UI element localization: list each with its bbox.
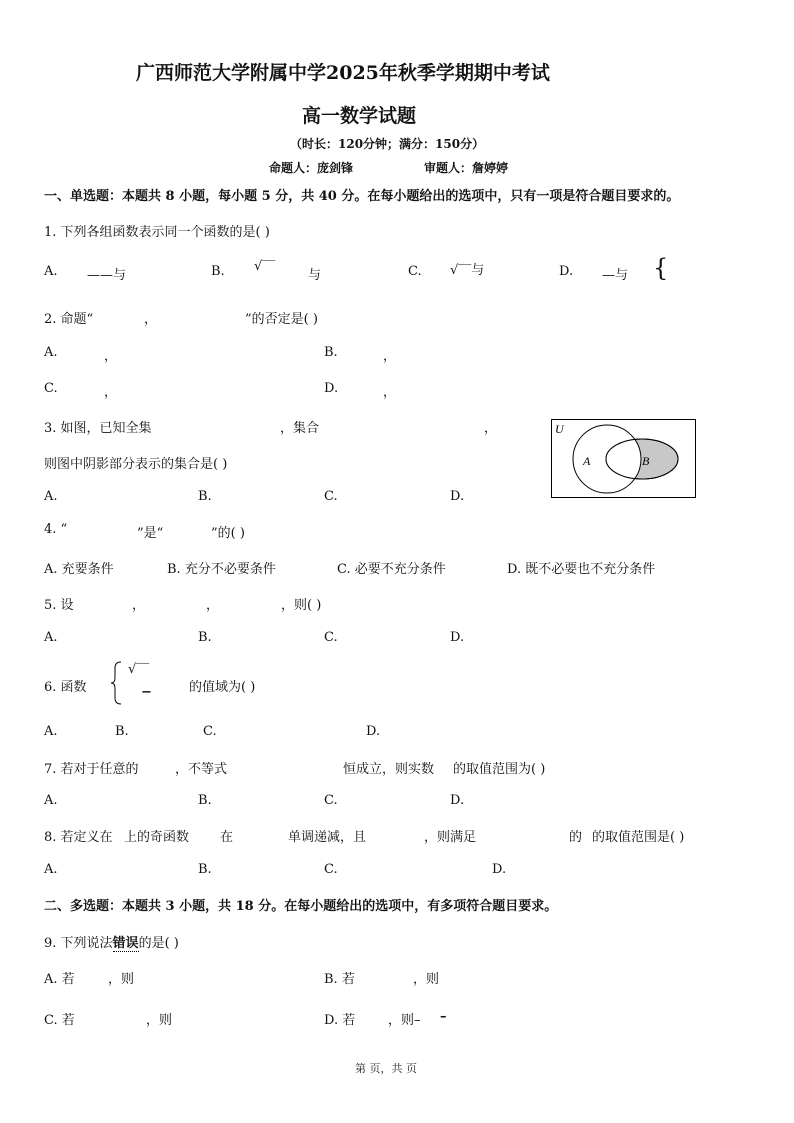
venn-b-label: B [642, 454, 650, 468]
q6-piecewise-brace [110, 660, 124, 706]
q6-option-d: D. [366, 724, 381, 739]
q9-option-d-then: ，则– [388, 1013, 421, 1028]
q8-stem-a: 8. 若定义在 [44, 830, 113, 845]
q1-stem: 1. 下列各组函数表示同一个函数的是( ) [44, 225, 270, 240]
q9-option-c-then: ，则 [146, 1013, 173, 1028]
q1-option-b-sqrt: √‾‾ [254, 259, 276, 274]
q6-stem-b: 的值域为( ) [189, 680, 256, 695]
q9-stem-a: 9. 下列说法 [44, 936, 113, 951]
q8-stem-b: 上的奇函数 [124, 830, 190, 845]
exam-info: （时长：120分钟；满分：150分） [290, 137, 485, 151]
q5-option-b: B. [198, 630, 212, 645]
q1-option-d-text: —与 [602, 268, 629, 283]
venn-u-label: U [555, 422, 564, 436]
q2-stem-comma: ， [144, 312, 158, 327]
q8-option-b: B. [198, 862, 212, 877]
question-reviewer: 审题人：詹婷婷 [424, 161, 509, 175]
q3-stem-b: ，集合 [280, 421, 320, 436]
q1-option-d: D. [559, 264, 574, 279]
q8-stem-g: 的取值范围是( ) [592, 830, 685, 845]
section2-heading: 二、多选题：本题共 3 小题，共 18 分。在每小题给出的选项中，有多项符合题目要求。 [44, 899, 558, 914]
q2-stem-open: 2. 命题“ [44, 312, 94, 327]
q2-option-d-comma: ， [383, 385, 397, 400]
q9-stem-emphasis: 错误 [112, 936, 139, 951]
q3-option-d: D. [450, 489, 465, 504]
q7-option-c: C. [324, 793, 338, 808]
section1-heading: 一、单选题：本题共 8 小题，每小题 5 分，共 40 分。在每小题给出的选项中，只有一项是符合题目要求的。 [44, 189, 680, 204]
q8-stem-f: 的 [569, 830, 583, 845]
q7-stem-a: 7. 若对于任意的 [44, 762, 139, 777]
q4-stem-b: ”是“ [137, 526, 164, 541]
q3-stem-2: 则图中阴影部分表示的集合是( ) [44, 457, 228, 472]
q6-option-a: A. [44, 724, 58, 739]
q3-stem-c: ， [484, 421, 498, 436]
q6-frac: − [141, 685, 152, 700]
q4-stem-c: ”的( ) [211, 526, 245, 541]
q2-option-b: B. [324, 345, 338, 360]
q6-sqrt: √‾‾ [128, 662, 150, 677]
q2-option-d: D. [324, 381, 339, 396]
q1-option-b: B. [211, 264, 225, 279]
q1-option-d-brace: { [653, 254, 669, 282]
q9-option-d: D. 若 [324, 1013, 356, 1028]
q8-option-d: D. [492, 862, 507, 877]
q5-option-c: C. [324, 630, 338, 645]
q9-option-c: C. 若 [44, 1013, 75, 1028]
q5-stem-c: ， [206, 598, 220, 613]
question-setter: 命题人：庞剑锋 [269, 161, 354, 175]
q3-option-a: A. [44, 489, 58, 504]
q9-option-a-then: ，则 [108, 972, 135, 987]
q7-stem-b: ，不等式 [175, 762, 228, 777]
q3-option-c: C. [324, 489, 338, 504]
q2-option-c: C. [44, 381, 58, 396]
q5-stem-b: ， [132, 598, 146, 613]
q2-option-c-comma: ， [104, 385, 118, 400]
q2-stem-close: ”的否定是( ) [245, 312, 318, 327]
q5-option-d: D. [450, 630, 465, 645]
q6-option-b: B. [115, 724, 129, 739]
q7-option-d: D. [450, 793, 465, 808]
q5-option-a: A. [44, 630, 58, 645]
q7-option-b: B. [198, 793, 212, 808]
q9-stem [44, 932, 179, 951]
q9-option-d-tail: – [440, 1009, 447, 1024]
q2-option-a-comma: ， [104, 349, 118, 364]
q8-stem-e: ，则满足 [424, 830, 477, 845]
venn-diagram [551, 419, 696, 498]
q9-option-a: A. 若 [44, 972, 75, 987]
q2-option-b-comma: ， [383, 349, 397, 364]
page-footer: 第 页，共 页 [355, 1062, 417, 1075]
exam-subtitle: 高一数学试题 [302, 105, 417, 127]
q7-stem-d: 的取值范围为( ) [453, 762, 546, 777]
q9-option-b-then: ，则 [413, 972, 440, 987]
venn-a-label: A [583, 454, 591, 468]
q1-option-b-text: 与 [308, 268, 322, 283]
q7-option-a: A. [44, 793, 58, 808]
q1-option-c: C. [408, 264, 422, 279]
q4-stem-a: 4. “ [44, 522, 68, 537]
q4-option-c: C. 必要不充分条件 [337, 562, 446, 577]
q4-option-a: A. 充要条件 [44, 562, 114, 577]
q8-stem-c: 在 [220, 830, 234, 845]
q2-option-a: A. [44, 345, 58, 360]
q5-stem-a: 5. 设 [44, 598, 74, 613]
q5-stem-d: ，则( ) [281, 598, 322, 613]
q3-option-b: B. [198, 489, 212, 504]
q6-option-c: C. [203, 724, 217, 739]
q1-option-c-sqrt: √‾‾与 [450, 263, 485, 278]
q4-option-d: D. 既不必要也不充分条件 [507, 562, 656, 577]
q9-option-b: B. 若 [324, 972, 355, 987]
q7-stem-c: 恒成立，则实数 [343, 762, 435, 777]
q3-stem-a: 3. 如图，已知全集 [44, 421, 152, 436]
q1-option-a: A. [44, 264, 58, 279]
q8-stem-d: 单调递减，且 [288, 830, 367, 845]
exam-title: 广西师范大学附属中学2025年秋季学期期中考试 [136, 62, 550, 84]
q1-option-a-text: ——与 [87, 268, 127, 283]
q4-option-b: B. 充分不必要条件 [167, 562, 276, 577]
q8-option-a: A. [44, 862, 58, 877]
q8-option-c: C. [324, 862, 338, 877]
q6-stem-a: 6. 函数 [44, 680, 87, 695]
q9-stem-b: 的是( ) [138, 936, 179, 951]
